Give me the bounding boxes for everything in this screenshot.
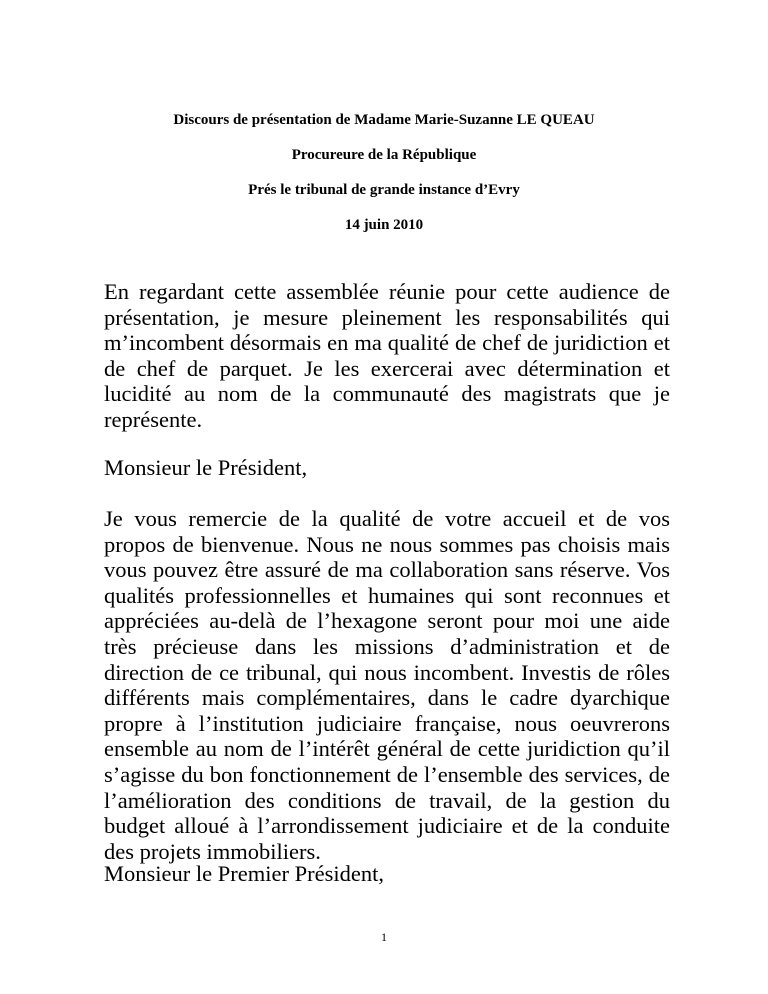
speech-date: 14 juin 2010 (344, 217, 424, 233)
salutation-premier-president: Monsieur le Premier Président, (104, 861, 384, 886)
speaker-role: Procureure de la République (291, 147, 477, 163)
speaker-court: Prés le tribunal de grande instance d’Evry (248, 182, 520, 198)
page-number: 1 (381, 930, 387, 944)
body-paragraph-2: Je vous remercie de la qualité de votre accueil et de vos propos de bienvenue. Nous ne nous sommes pas choisis mais vous pouvez être assuré de ma collaboration sans réserve. Vos qualités professionnelles et humaines qui sont reconnues et appréciées au-delà de l’hexagone seront pour moi une aide très précieuse dans les missions d’administration et de direction de ce tribunal, qui nous incombent. Investis de rôles différents mais complémentaires, dans le cadre dyarchique propre à l’institution judiciaire française, nous oeuvrerons ensemble au nom de l’intérêt général de cette juridiction qu’il s’agisse du bon fonctionnement de l’ensemble des services, de l’amélioration des conditions de travail, de la gestion du budget alloué à l’arrondissement judiciaire et de la conduite des projets immobiliers. (104, 506, 670, 864)
salutation-president: Monsieur le Président, (104, 455, 308, 480)
body-paragraph-1: En regardant cette assemblée réunie pour cette audience de présentation, je mesure pleinement les responsabilités qui m’incombent désormais en ma qualité de chef de juridiction et de chef de parquet. Je les exercerai avec détermination et lucidité au nom de la communauté des magistrats que je représente. (104, 279, 670, 432)
speech-title: Discours de présentation de Madame Marie-Suzanne LE QUEAU (173, 112, 595, 128)
